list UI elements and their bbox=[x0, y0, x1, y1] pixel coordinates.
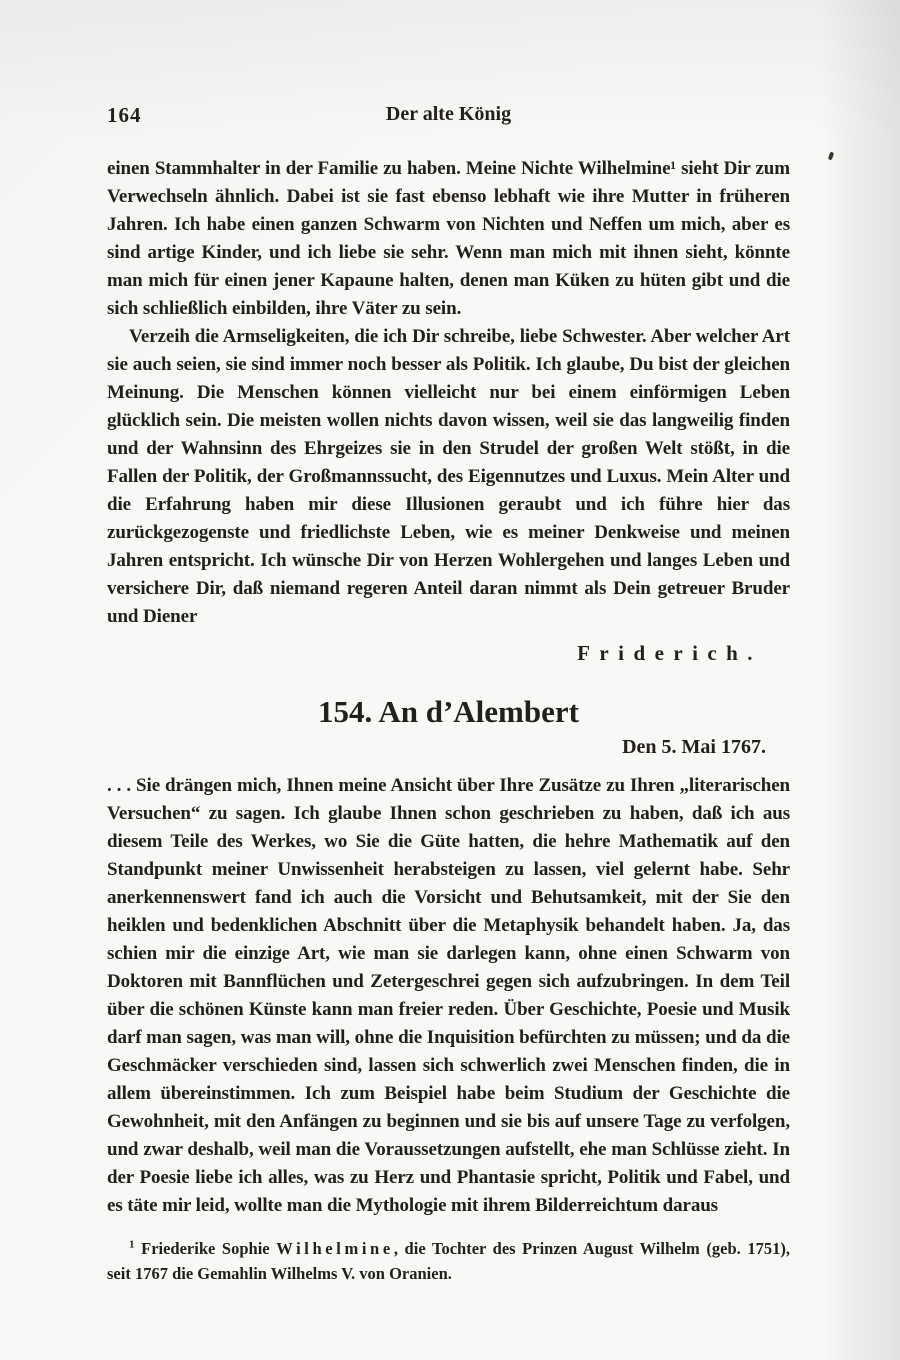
letter-date: Den 5. Mai 1767. bbox=[622, 736, 766, 758]
footnote-text-after: , die Tochter des Prinzen August Wilhelm (geb. 1751), seit 1767 die Gemahlin Wilhelms V. von Oranien. bbox=[107, 1239, 790, 1283]
letter-sister-paragraph-continuation: einen Stammhalter in der Familie zu haben. Meine Nichte Wilhelmine¹ sieht Dir zum Verwechseln ähnlich. Dabei ist sie fast ebenso lebhaft wie ihre Mutter in früheren Jahren. Ich habe einen ganzen Schwarm von Nichten und Neffen um mich, aber es sind artige Kinder, und ich liebe sie sehr. Wenn man mich mit ihnen sieht, könnte man mich für einen jener Kapaune halten, denen man Küken zu hüten gibt und die sich schließlich einbilden, ihre Väter zu sein. bbox=[107, 158, 790, 319]
letter-signature: Friderich. bbox=[577, 641, 762, 665]
footnote bbox=[107, 1236, 790, 1286]
footnote-marker: 1 bbox=[129, 1238, 135, 1251]
letter-heading: 154. An d’Alembert bbox=[318, 694, 579, 729]
scan-speck bbox=[828, 152, 834, 161]
running-head: Der alte König bbox=[385, 103, 512, 125]
letter-sister-paragraph-farewell: Verzeih die Armseligkeiten, die ich Dir schreibe, liebe Schwester. Aber welcher Art sie auch seien, sie sind immer noch besser als Politik. Ich glaube, Du bist der gleichen Meinung. Die Menschen können vielleicht nur bei einem einförmigen Leben glücklich sein. Die meisten wollen nichts davon wissen, weil sie das langweilig finden und der Wahnsinn des Ehrgeizes sie in den Strudel der großen Welt stößt, in die Fallen der Politik, der Großmannssucht, des Eigennutzes und Luxus. Mein Alter und die Erfahrung haben mir diese Illusionen geraubt und ich führe hier das zurückgezogenste und friedlichste Leben, wie es meiner Denkweise und meinen Jahren entspricht. Ich wünsche Dir von Herzen Wohlergehen und langes Leben und versichere Dir, daß niemand regeren Anteil daran nimmt als Dein getreuer Bruder und Diener bbox=[107, 326, 790, 627]
page-number: 164 bbox=[107, 103, 142, 127]
footnote-spaced-name: Wilhelmine bbox=[276, 1239, 394, 1258]
page-header bbox=[107, 103, 790, 133]
footnote-text-before: Friederike Sophie bbox=[141, 1239, 277, 1258]
page-content bbox=[107, 0, 790, 1303]
letter-dalembert-body: . . . Sie drängen mich, Ihnen meine Ansicht über Ihre Zusätze zu Ihren „literarischen Versuchen“ zu sagen. Ich glaube Ihnen schon geschrieben zu haben, daß ich aus diesem Teile des Werkes, wo Sie die Güte hatten, die hehre Mathematik auf den Standpunkt meiner Unwissenheit herabsteigen zu lassen, viel gelernt habe. Sehr anerkennenswert fand ich auch die Vorsicht und Behutsamkeit, mit der Sie den heiklen und bedenklichen Abschnitt über die Metaphysik behandelt haben. Ja, das schien mir die einzige Art, wie man sie darlegen kann, ohne einen Schwarm von Doktoren mit Bannflüchen und Zetergeschrei gegen sich aufzubringen. In dem Teil über die schönen Künste kann man freier reden. Über Geschichte, Poesie und Musik darf man sagen, was man will, ohne die Inquisition befürchten zu müssen; und da die Geschmäcker verschieden sind, lassen sich schwerlich zwei Menschen finden, die in allem übereinstimmen. Ich zum Beispiel habe beim Studium der Geschichte die Gewohnheit, mit den Anfängen zu beginnen und sie bis auf unsere Tage zu verfolgen, und zwar deshalb, weil man die Voraussetzungen aufstellt, ehe man Schlüsse zieht. In der Poesie liebe ich alles, was zu Herz und Phantasie spricht, Politik und Fabel, und es täte mir leid, wollte man die Mythologie mit ihrem Bilderreichtum daraus bbox=[107, 775, 790, 1216]
